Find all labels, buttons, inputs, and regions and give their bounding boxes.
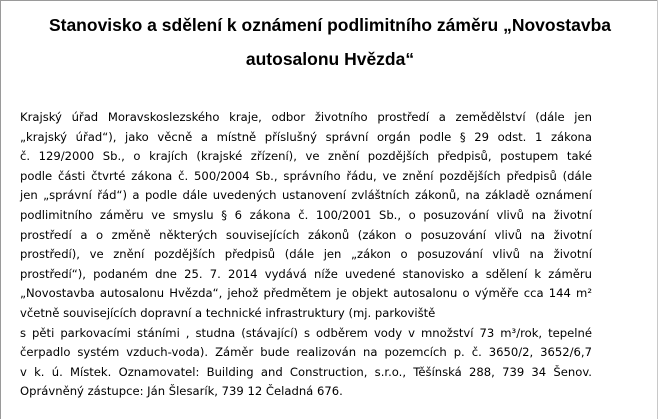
body-line: v k. ú. Místek. Oznamovatel: Building and Construction, s.r.o., Těšínská 288, 739 34 Šenov.	[20, 364, 592, 379]
body-line: jen „správní řád“) a podle dále uvedených ustanovení zvláštních zákonů, na základě oznámení	[20, 188, 592, 203]
body-line: s pěti parkovacími stáními , studna (stávající) s odběrem vody v množství 73 m³/rok, tepelné	[20, 325, 592, 340]
body-line: „Novostavba autosalonu Hvězda“, jehož předmětem je objekt autosalonu o výměře cca 144 m²	[20, 286, 592, 301]
body-line: včetně souvisejících dopravní a technické infrastruktury (mj. parkoviště	[20, 305, 436, 320]
body-line: čerpadlo systém vzduch-voda). Záměr bude realizován na pozemcích p. č. 3650/2, 3652/6,7	[20, 345, 592, 360]
body-line: č. 129/2000 Sb., o krajích (krajské zřízení), ve znění pozdějších předpisů, postupem také	[20, 149, 592, 164]
body-line: prostředí“), podaném dne 25. 7. 2014 vydává níže uvedené stanovisko a sdělení k záměru	[20, 266, 592, 281]
body-line: Krajský úřad Moravskoslezského kraje, odbor životního prostředí a zemědělství (dále jen	[20, 110, 592, 124]
body-line: podlimitního záměru ve smyslu § 6 zákona č. 100/2001 Sb., o posuzování vlivů na životní	[20, 207, 592, 222]
body-line: prostředí a o změně některých souvisejících zákonů (zákon o posuzování vlivů na životní	[20, 227, 592, 242]
page-top-border	[0, 0, 658, 1]
body-line: „krajský úřad“), jako věcně a místně příslušný správní orgán podle § 29 odst. 1 zákona	[20, 129, 592, 144]
page-left-border	[0, 0, 1, 419]
document-title	[30, 8, 630, 76]
body-line: prostředí), ve znění pozdějších předpisů (dále jen „zákon o posuzování vlivů na životní	[20, 247, 592, 262]
body-line: podle části čtvrté zákona č. 500/2004 Sb., správního řádu, ve znění pozdějších předpisů (dále	[20, 168, 592, 183]
document-title-line-2: autosalonu Hvězda“	[245, 49, 415, 69]
document-body-paragraph	[20, 108, 592, 402]
document-title-line-1: Stanovisko a sdělení k oznámení podlimitního záměru „Novostavba	[48, 15, 612, 35]
body-line: Oprávněný zástupce: Ján Šlesarík, 739 12 Čeladná 676.	[20, 384, 343, 399]
